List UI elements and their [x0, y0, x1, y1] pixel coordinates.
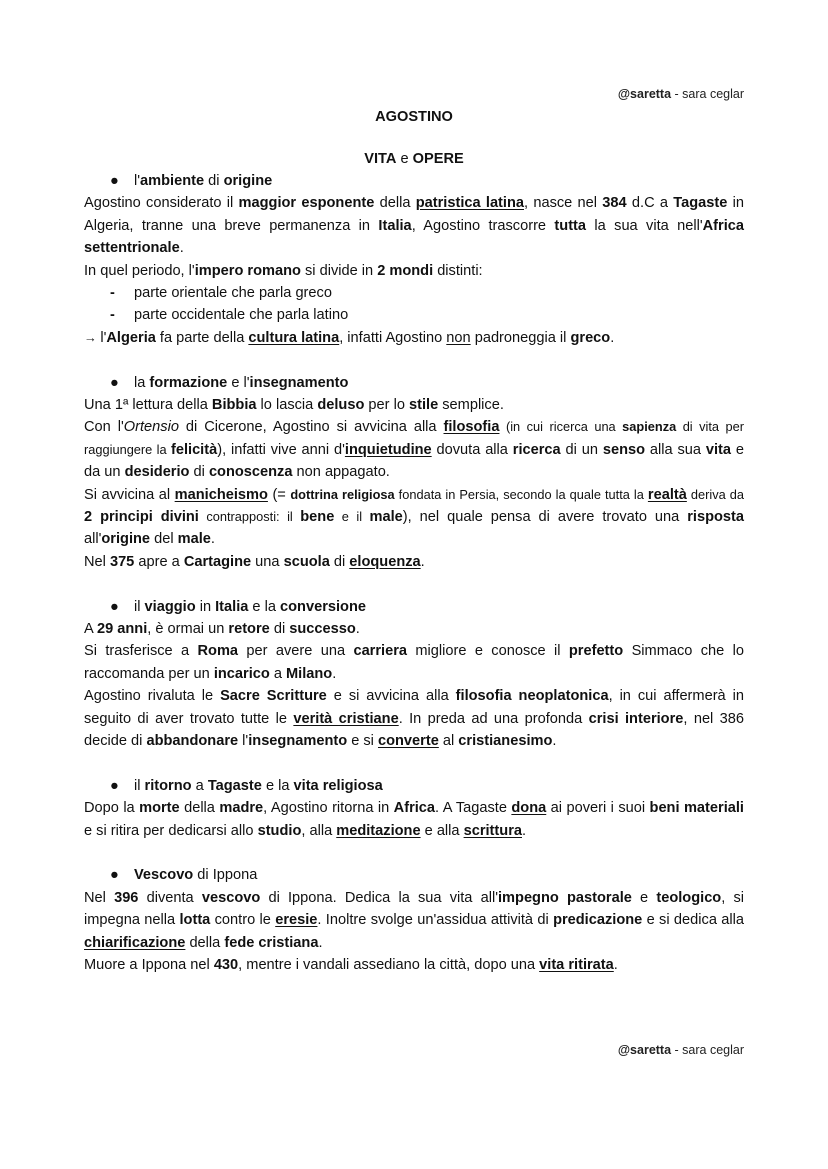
- bullet-icon: ●: [110, 867, 119, 884]
- bullet-icon: ●: [110, 598, 119, 615]
- arrow-icon: →: [84, 329, 101, 345]
- paragraph-viaggio-1: A 29 anni, è ormai un retore di successo.: [84, 621, 360, 638]
- paragraph-formazione-2: Con l'Ortensio di Cicerone, Agostino si avvicina alla filosofia (in cui ricerca una sapienza di vita per raggiungere la felicità), infatti vive anni d'inquietudine dovuta alla ricerca di un senso alla sua vita e da un desiderio di conoscenza non appagato.: [84, 419, 744, 481]
- paragraph-viaggio-3: Agostino rivaluta le Sacre Scritture e si avvicina alla filosofia neoplatonica, in cui affermerà in seguito di aver trovato tutte le verità cristiane. In preda ad una profonda crisi interiore, nel 386 decide di abbandonare l'insegnamento e si converte al cristianesimo.: [84, 688, 745, 750]
- section-heading-vescovo: ● Vescovo di Ippona: [84, 864, 744, 886]
- paragraph-origine-3: → l'Algeria fa parte della cultura latina, infatti Agostino non padroneggia il greco.: [84, 329, 615, 346]
- bullet-icon: ●: [110, 777, 119, 794]
- section-heading-origine: ● l'ambiente di origine: [84, 170, 744, 192]
- paragraph-origine-2: In quel periodo, l'impero romano si divide in 2 mondi distinti:: [84, 262, 483, 279]
- section-heading-formazione: ● la formazione e l'insegnamento: [84, 372, 744, 394]
- bullet-icon: ●: [110, 374, 119, 391]
- paragraph-vescovo-1: Nel 396 diventa vescovo di Ippona. Dedica la sua vita all'impegno pastorale e teologico, si impegna nella lotta contro le eresie. Inoltre svolge un'assidua attività di predicazione e si dedica alla chiarificazione della fede cristiana.: [84, 889, 745, 951]
- footer-credit: [618, 1042, 744, 1058]
- header-author: - sara ceglar: [671, 87, 744, 101]
- bullet-icon: ●: [110, 173, 119, 189]
- subtitle-opere: OPERE: [412, 151, 464, 167]
- paragraph-formazione-4: Nel 375 apre a Cartagine una scuola di eloquenza.: [84, 553, 425, 570]
- list-item: - parte occidentale che parla latino: [84, 304, 744, 326]
- footer-handle: @saretta: [617, 1043, 672, 1057]
- paragraph-ritorno-1: Dopo la morte della madre, Agostino ritorna in Africa. A Tagaste dona ai poveri i suoi beni materiali e si ritira per dedicarsi allo studio, alla meditazione e alla scrittura.: [84, 800, 744, 839]
- paragraph-vescovo-2: Muore a Ippona nel 430, mentre i vandali assediano la città, dopo una vita ritirata.: [84, 957, 618, 974]
- paragraph-viaggio-2: Si trasferisce a Roma per avere una carriera migliore e conosce il prefetto Simmaco che lo raccomanda per un incarico a Milano.: [84, 643, 744, 682]
- footer-author: - sara ceglar: [671, 1043, 744, 1057]
- paragraph-formazione-3: Si avvicina al manicheismo (= dottrina religiosa fondata in Persia, secondo la quale tutta la realtà deriva da 2 principi divini contrapposti: il bene e il male), nel quale pensa di avere trovato una risposta all'origine del male.: [84, 486, 745, 548]
- subtitle-e: e: [396, 151, 413, 167]
- dash-icon: -: [110, 285, 115, 302]
- section-heading-ritorno: ● il ritorno a Tagaste e la vita religiosa: [84, 775, 744, 797]
- dash-icon: -: [110, 307, 115, 324]
- header-handle: @saretta: [617, 87, 672, 101]
- subtitle-vita: VITA: [364, 151, 397, 167]
- header-credit: [84, 86, 744, 102]
- page-subtitle: [84, 148, 744, 170]
- page-title: AGOSTINO: [375, 109, 453, 125]
- list-item: - parte orientale che parla greco: [84, 282, 744, 304]
- paragraph-formazione-1: Una 1ª lettura della Bibbia lo lascia deluso per lo stile semplice.: [84, 396, 504, 413]
- section-heading-viaggio: ● il viaggio in Italia e la conversione: [84, 596, 744, 618]
- paragraph-origine-1: Agostino considerato il maggior esponente della patristica latina, nasce nel 384 d.C a Tagaste in Algeria, tranne una breve permanenza in Italia, Agostino trascorre tutta la sua vita nell'Africa settentrionale.: [84, 195, 745, 257]
